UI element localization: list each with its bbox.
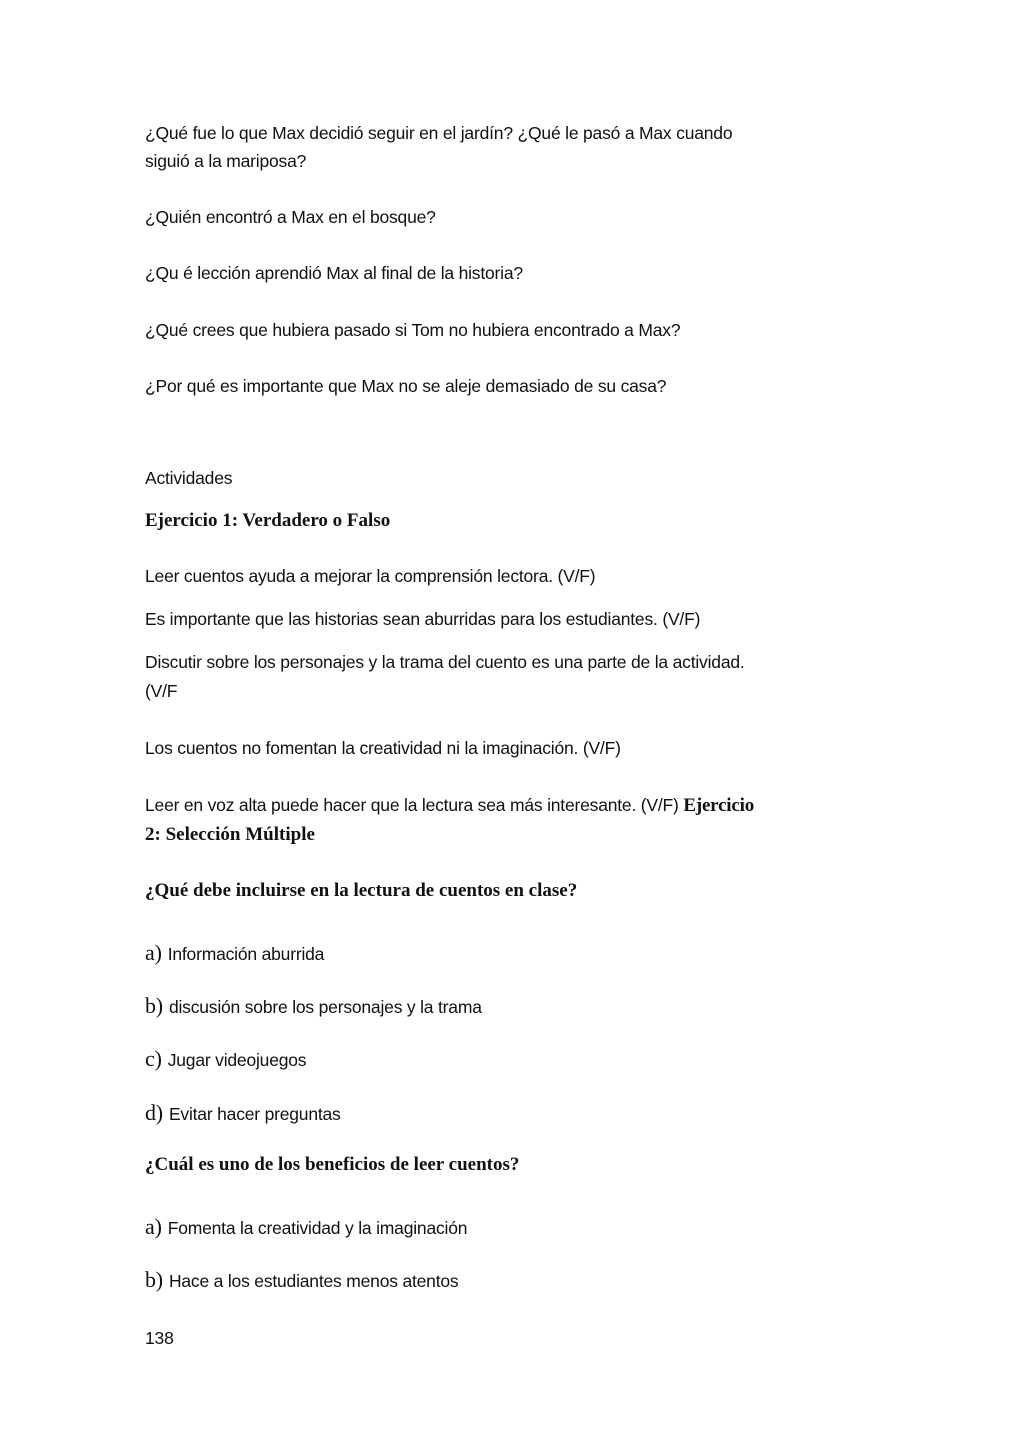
option-text: discusión sobre los personajes y la trama	[168, 997, 482, 1017]
option-letter: a)	[145, 1214, 162, 1239]
question-3: ¿Qu é lección aprendió Max al final de la historia?	[145, 263, 523, 283]
exercise-1-item: Leer cuentos ayuda a mejorar la comprensión lectora. (V/F)	[145, 566, 596, 586]
exercise-2-title-part-2: 2: Selección Múltiple	[145, 824, 315, 845]
option-item	[145, 1266, 458, 1295]
option-item	[145, 1099, 341, 1128]
exercise-2-title-part-1: Ejercicio	[683, 795, 754, 816]
option-letter: a)	[145, 940, 162, 965]
exercise-1-item: Discutir sobre los personajes y la trama del cuento es una parte de la actividad.	[145, 652, 745, 672]
option-text: Evitar hacer preguntas	[168, 1104, 341, 1124]
option-letter: d)	[145, 1100, 163, 1125]
exercise-2-question-2: ¿Cuál es uno de los beneficios de leer cuentos?	[145, 1154, 520, 1175]
exercise-2-question-1: ¿Qué debe incluirse en la lectura de cuentos en clase?	[145, 880, 578, 901]
question-1-line-2: siguió a la mariposa?	[145, 151, 307, 171]
question-5: ¿Por qué es importante que Max no se aleje demasiado de su casa?	[145, 376, 667, 396]
exercise-1-item: Los cuentos no fomentan la creatividad ni la imaginación. (V/F)	[145, 738, 621, 758]
option-letter: b)	[145, 993, 163, 1018]
option-letter: b)	[145, 1267, 163, 1292]
exercise-1-item	[145, 791, 754, 820]
question-4: ¿Qué crees que hubiera pasado si Tom no hubiera encontrado a Max?	[145, 320, 681, 340]
option-text: Fomenta la creatividad y la imaginación	[167, 1218, 468, 1238]
option-item	[145, 1213, 467, 1242]
exercise-1-item: Es importante que las historias sean aburridas para los estudiantes. (V/F)	[145, 609, 701, 629]
option-letter: c)	[145, 1046, 162, 1071]
option-item	[145, 992, 482, 1021]
option-item	[145, 1045, 306, 1074]
exercise-1-item-text: Leer en voz alta puede hacer que la lectura sea más interesante. (V/F)	[145, 795, 684, 815]
activities-label: Actividades	[145, 468, 233, 488]
question-2: ¿Quién encontró a Max en el bosque?	[145, 207, 436, 227]
option-text: Hace a los estudiantes menos atentos	[168, 1271, 459, 1291]
exercise-1-title: Ejercicio 1: Verdadero o Falso	[145, 510, 391, 531]
option-text: Información aburrida	[167, 944, 325, 964]
option-item	[145, 939, 324, 968]
question-1-line-1: ¿Qué fue lo que Max decidió seguir en el jardín? ¿Qué le pasó a Max cuando	[145, 123, 733, 143]
page-number: 138	[145, 1328, 174, 1348]
exercise-1-item-continuation: (V/F	[145, 681, 178, 701]
option-text: Jugar videojuegos	[167, 1050, 307, 1070]
